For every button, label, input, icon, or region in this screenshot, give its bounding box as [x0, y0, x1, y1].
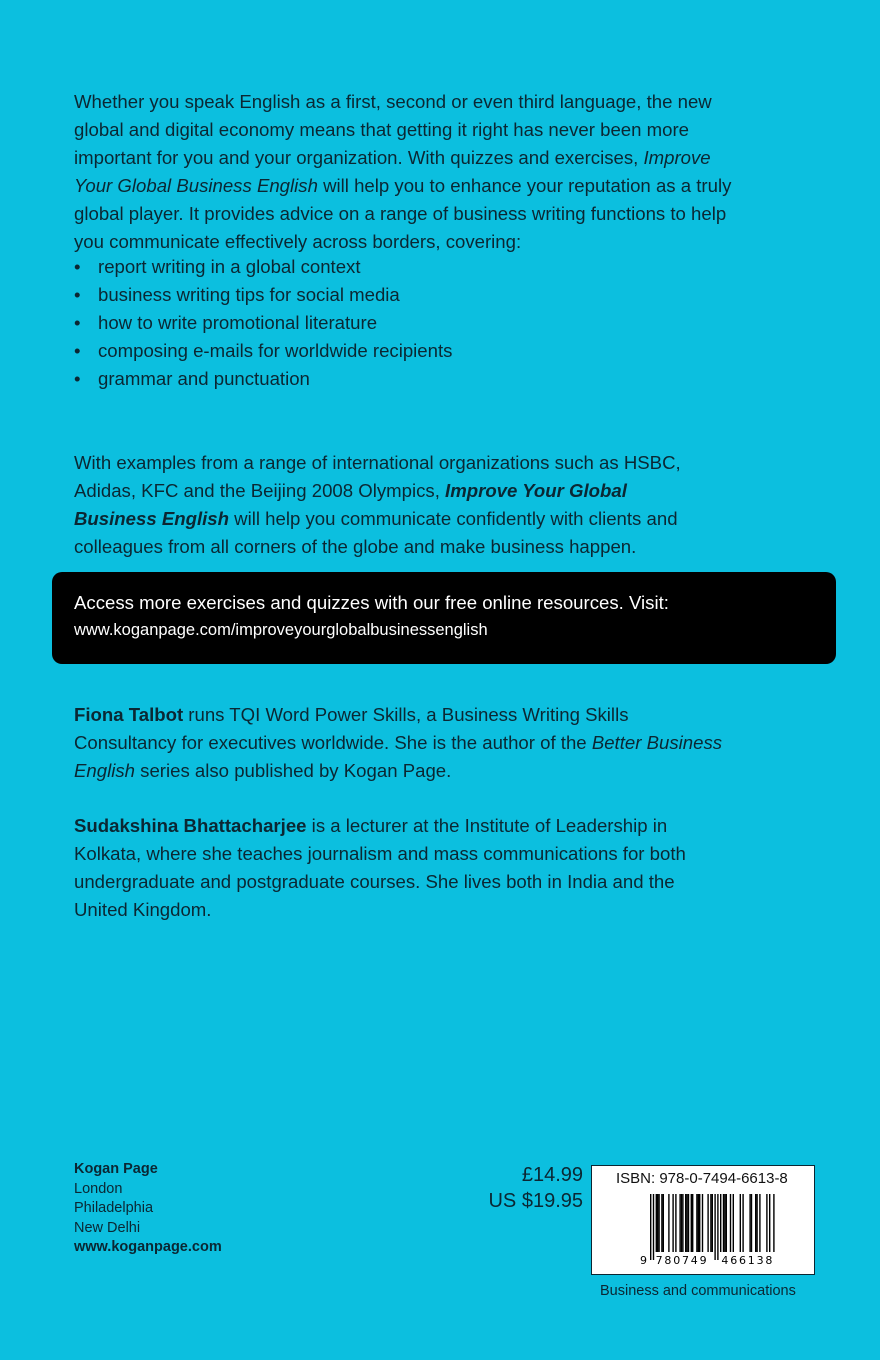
price-usd: US $19.95 — [488, 1190, 583, 1212]
text: is a lecturer at the Institute of Leadership in — [306, 815, 668, 836]
author-bio-fiona-talbot — [74, 701, 722, 785]
text: Kolkata, where she teaches journalism and mass communications for both — [74, 843, 686, 864]
list-item: • grammar and punctuation — [74, 365, 452, 393]
barcode-bar — [730, 1194, 731, 1252]
category-label: Business and communications — [600, 1283, 796, 1299]
barcode-bar — [686, 1194, 687, 1252]
text-line — [74, 896, 686, 924]
barcode-bar — [658, 1194, 659, 1252]
emphasis-text: Improve — [643, 147, 711, 168]
text-line — [74, 88, 731, 116]
text-line — [74, 840, 686, 868]
barcode-digits: 466138 — [721, 1254, 775, 1266]
barcode-bar — [672, 1194, 673, 1252]
price — [488, 1162, 583, 1214]
barcode-bar — [755, 1194, 756, 1252]
barcode-bar — [681, 1194, 682, 1252]
barcode — [638, 1194, 778, 1266]
text: will help you to enhance your reputation as a truly — [317, 175, 732, 196]
text-line — [74, 533, 681, 561]
text-line — [74, 729, 722, 757]
emphasis-text: Your Global Business English — [74, 175, 318, 196]
barcode-bar — [657, 1194, 658, 1252]
text: Adidas, KFC and the Beijing 2008 Olympics, — [74, 480, 446, 501]
barcode-bar — [723, 1194, 724, 1252]
barcode-bar — [696, 1194, 697, 1252]
barcode-bar — [733, 1194, 734, 1252]
text-line — [74, 449, 681, 477]
barcode-bar — [769, 1194, 770, 1252]
list-item: • business writing tips for social media — [74, 281, 452, 309]
online-resources-callout — [52, 572, 836, 664]
text: colleagues from all corners of the globe and make business happen. — [74, 536, 637, 557]
barcode-bar — [720, 1194, 721, 1252]
list-item: • report writing in a global context — [74, 253, 452, 281]
barcode-bar — [698, 1194, 699, 1252]
text: United Kingdom. — [74, 899, 212, 920]
barcode-bar — [663, 1194, 664, 1252]
text: Whether you speak English as a first, second or even third language, the new — [74, 91, 712, 112]
barcode-bar — [692, 1194, 693, 1252]
barcode-bar — [699, 1194, 700, 1252]
text: you communicate effectively across borders, covering: — [74, 231, 522, 252]
publisher-city: Philadelphia — [74, 1200, 154, 1216]
text-line — [74, 868, 686, 896]
barcode-bar — [691, 1194, 692, 1252]
barcode-bar — [661, 1194, 662, 1252]
barcode-bar — [714, 1194, 715, 1260]
text-line — [74, 172, 731, 200]
examples-paragraph — [74, 449, 681, 561]
barcode-bar — [702, 1194, 703, 1252]
text: global and digital economy means that getting it right has never been more — [74, 119, 690, 140]
barcode-bar — [679, 1194, 680, 1252]
text: series also published by Kogan Page. — [134, 760, 452, 781]
text: With examples from a range of international organizations such as HSBC, — [74, 452, 681, 473]
text: will help you communicate confidently with clients and — [229, 508, 678, 529]
barcode-bar — [688, 1194, 689, 1252]
list-item: • composing e-mails for worldwide recipients — [74, 337, 452, 365]
text-line — [74, 200, 731, 228]
isbn-barcode-box — [591, 1165, 815, 1275]
barcode-bar — [682, 1194, 683, 1252]
barcode-bar — [759, 1194, 760, 1252]
text: important for you and your organization. With quizzes and exercises, — [74, 147, 644, 168]
barcode-bar — [766, 1194, 767, 1252]
text-line — [74, 757, 722, 785]
barcode-bar — [668, 1194, 669, 1252]
callout-text: Access more exercises and quizzes with our free online resources. Visit: — [74, 592, 669, 613]
text-line — [74, 144, 731, 172]
barcode-digits: 780749 — [655, 1254, 709, 1266]
barcode-bar — [773, 1194, 774, 1252]
barcode-bar — [717, 1194, 718, 1260]
emphasis-text: Sudakshina Bhattacharjee — [74, 815, 307, 836]
emphasis-text: Improve Your Global — [445, 480, 627, 501]
barcode-bar — [685, 1194, 686, 1252]
text-line — [74, 505, 681, 533]
barcode-bar — [707, 1194, 708, 1252]
barcode-bar — [742, 1194, 743, 1252]
topics-list — [74, 253, 452, 393]
barcode-bar — [726, 1194, 727, 1252]
emphasis-text: Better Business — [591, 732, 723, 753]
barcode-bar — [756, 1194, 757, 1252]
barcode-bar — [751, 1194, 752, 1252]
barcode-digits: 9 — [640, 1254, 649, 1266]
isbn-label: ISBN: 978-0-7494-6613-8 — [616, 1170, 788, 1187]
text: Consultancy for executives worldwide. She is the author of the — [74, 732, 592, 753]
intro-paragraph — [74, 88, 731, 256]
text: global player. It provides advice on a range of business writing functions to help — [74, 203, 727, 224]
barcode-bar — [710, 1194, 711, 1252]
emphasis-text: Fiona Talbot — [74, 704, 184, 725]
price-gbp: £14.99 — [521, 1164, 583, 1186]
barcode-bar — [653, 1194, 654, 1260]
text-line — [74, 812, 686, 840]
barcode-bar — [724, 1194, 725, 1252]
publisher-city: New Delhi — [74, 1219, 141, 1236]
emphasis-text: Business English — [74, 508, 229, 529]
barcode-bar — [656, 1194, 657, 1252]
resources-url[interactable]: www.koganpage.com/improveyourglobalbusinessenglish — [74, 621, 488, 639]
text-line — [74, 477, 681, 505]
publisher-city: London — [74, 1180, 123, 1197]
publisher-name: Kogan Page — [74, 1161, 158, 1177]
text-line — [74, 228, 731, 256]
publisher-website[interactable]: www.koganpage.com — [74, 1239, 222, 1255]
barcode-bar — [650, 1194, 651, 1260]
text: runs TQI Word Power Skills, a Business Writing Skills — [183, 704, 629, 725]
text-line — [74, 701, 722, 729]
publisher-info — [74, 1160, 222, 1258]
barcode-bar — [749, 1194, 750, 1252]
list-item: • how to write promotional literature — [74, 309, 452, 337]
text-line — [74, 116, 731, 144]
barcode-bar — [740, 1194, 741, 1252]
barcode-bar — [712, 1194, 713, 1252]
barcode-bar — [675, 1194, 676, 1252]
emphasis-text: English — [74, 760, 135, 781]
text: undergraduate and postgraduate courses. She lives both in India and the — [74, 871, 675, 892]
author-bio-sudakshina-bhattacharjee — [74, 812, 686, 924]
